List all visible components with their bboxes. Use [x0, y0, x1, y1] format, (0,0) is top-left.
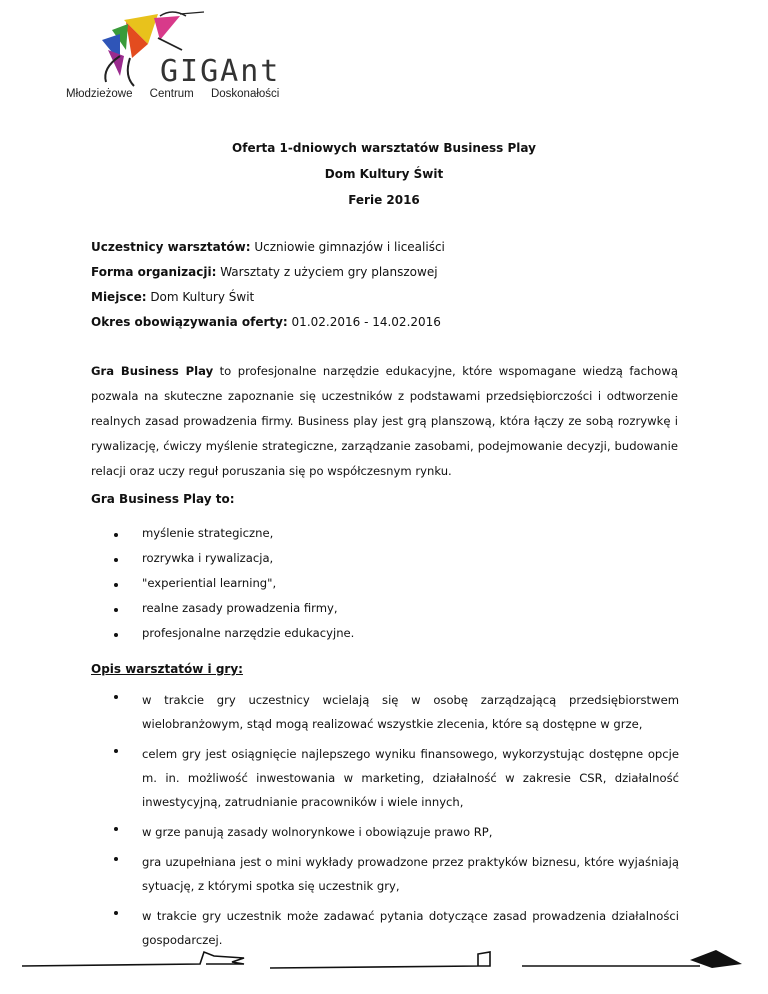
meta-place	[91, 290, 691, 315]
document-titles	[0, 141, 768, 219]
footer-decoration	[0, 930, 768, 980]
meta-value: 01.02.2016 - 14.02.2016	[287, 315, 441, 329]
meta-label: Uczestnicy warsztatów:	[91, 240, 251, 254]
meta-label: Okres obowiązywania oferty:	[91, 315, 288, 329]
intro-bold: Gra Business Play	[91, 364, 214, 378]
logo	[62, 10, 292, 102]
list-item: rozrywka i rywalizacja,	[91, 551, 679, 576]
section2-list	[91, 688, 679, 958]
list-item: "experiential learning",	[91, 576, 679, 601]
list-item: gra uzupełniana jest o mini wykłady prowadzone przez praktyków biznesu, które wyjaśniają sytuację, z którymi spotka się uczestnik gry,	[91, 850, 679, 898]
logo-brand: GIGAnt	[160, 54, 281, 89]
list-item: myślenie strategiczne,	[91, 526, 679, 551]
meta-label: Forma organizacji:	[91, 265, 217, 279]
meta-info	[91, 240, 691, 340]
list-item: profesjonalne narzędzie edukacyjne.	[91, 626, 679, 651]
meta-label: Miejsce:	[91, 290, 147, 304]
list-item: realne zasady prowadzenia firmy,	[91, 601, 679, 626]
meta-value: Uczniowie gimnazjów i licealiści	[250, 240, 445, 254]
intro-paragraph	[91, 359, 678, 484]
list-item: w trakcie gry uczestnik może zadawać pytania dotyczące zasad prowadzenia działalności gospodarczej.	[91, 904, 679, 952]
intro-text: to profesjonalne narzędzie edukacyjne, które wspomagane wiedzą fachową pozwala na skuteczne zapoznanie się uczestników z podstawami przedsiębiorczości i odtworzenie realnych zasad prowadzenia firmy. Business play jest grą planszową, która łączy ze sobą rozrywkę i rywalizację, ćwiczy myślenie strategiczne, zarządzanie zasobami, podejmowanie decyzji, budowanie relacji oraz uczy reguł poruszania się po współczesnym rynku.	[91, 364, 678, 478]
section2-heading: Opis warsztatów i gry:	[91, 662, 243, 676]
meta-period	[91, 315, 691, 340]
meta-value: Warsztaty z użyciem gry planszowej	[216, 265, 438, 279]
list-item: w trakcie gry uczestnicy wcielają się w osobę zarządzającą przedsiębiorstwem wielobranżowym, stąd mogą realizować wszystkie zlecenia, które są dostępne w grze,	[91, 688, 679, 736]
meta-participants	[91, 240, 691, 265]
meta-form	[91, 265, 691, 290]
title-line-1: Oferta 1-dniowych warsztatów Business Play	[232, 141, 536, 155]
list-item: w grze panują zasady wolnorynkowe i obowiązuje prawo RP,	[91, 820, 679, 844]
meta-value: Dom Kultury Świt	[146, 290, 255, 304]
list-item: celem gry jest osiągnięcie najlepszego wyniku finansowego, wykorzystując dostępne opcje m. in. możliwość inwestowania w marketing, działalność w zakresie CSR, działalność inwestycyjną, zatrudnianie pracowników i wiele innych,	[91, 742, 679, 814]
section1-heading: Gra Business Play to:	[91, 492, 235, 506]
title-line-3: Ferie 2016	[348, 193, 420, 207]
title-line-2: Dom Kultury Świt	[324, 167, 444, 181]
logo-subtitle: Młodzieżowe Centrum Doskonałości	[66, 88, 280, 100]
section1-list	[91, 526, 679, 651]
